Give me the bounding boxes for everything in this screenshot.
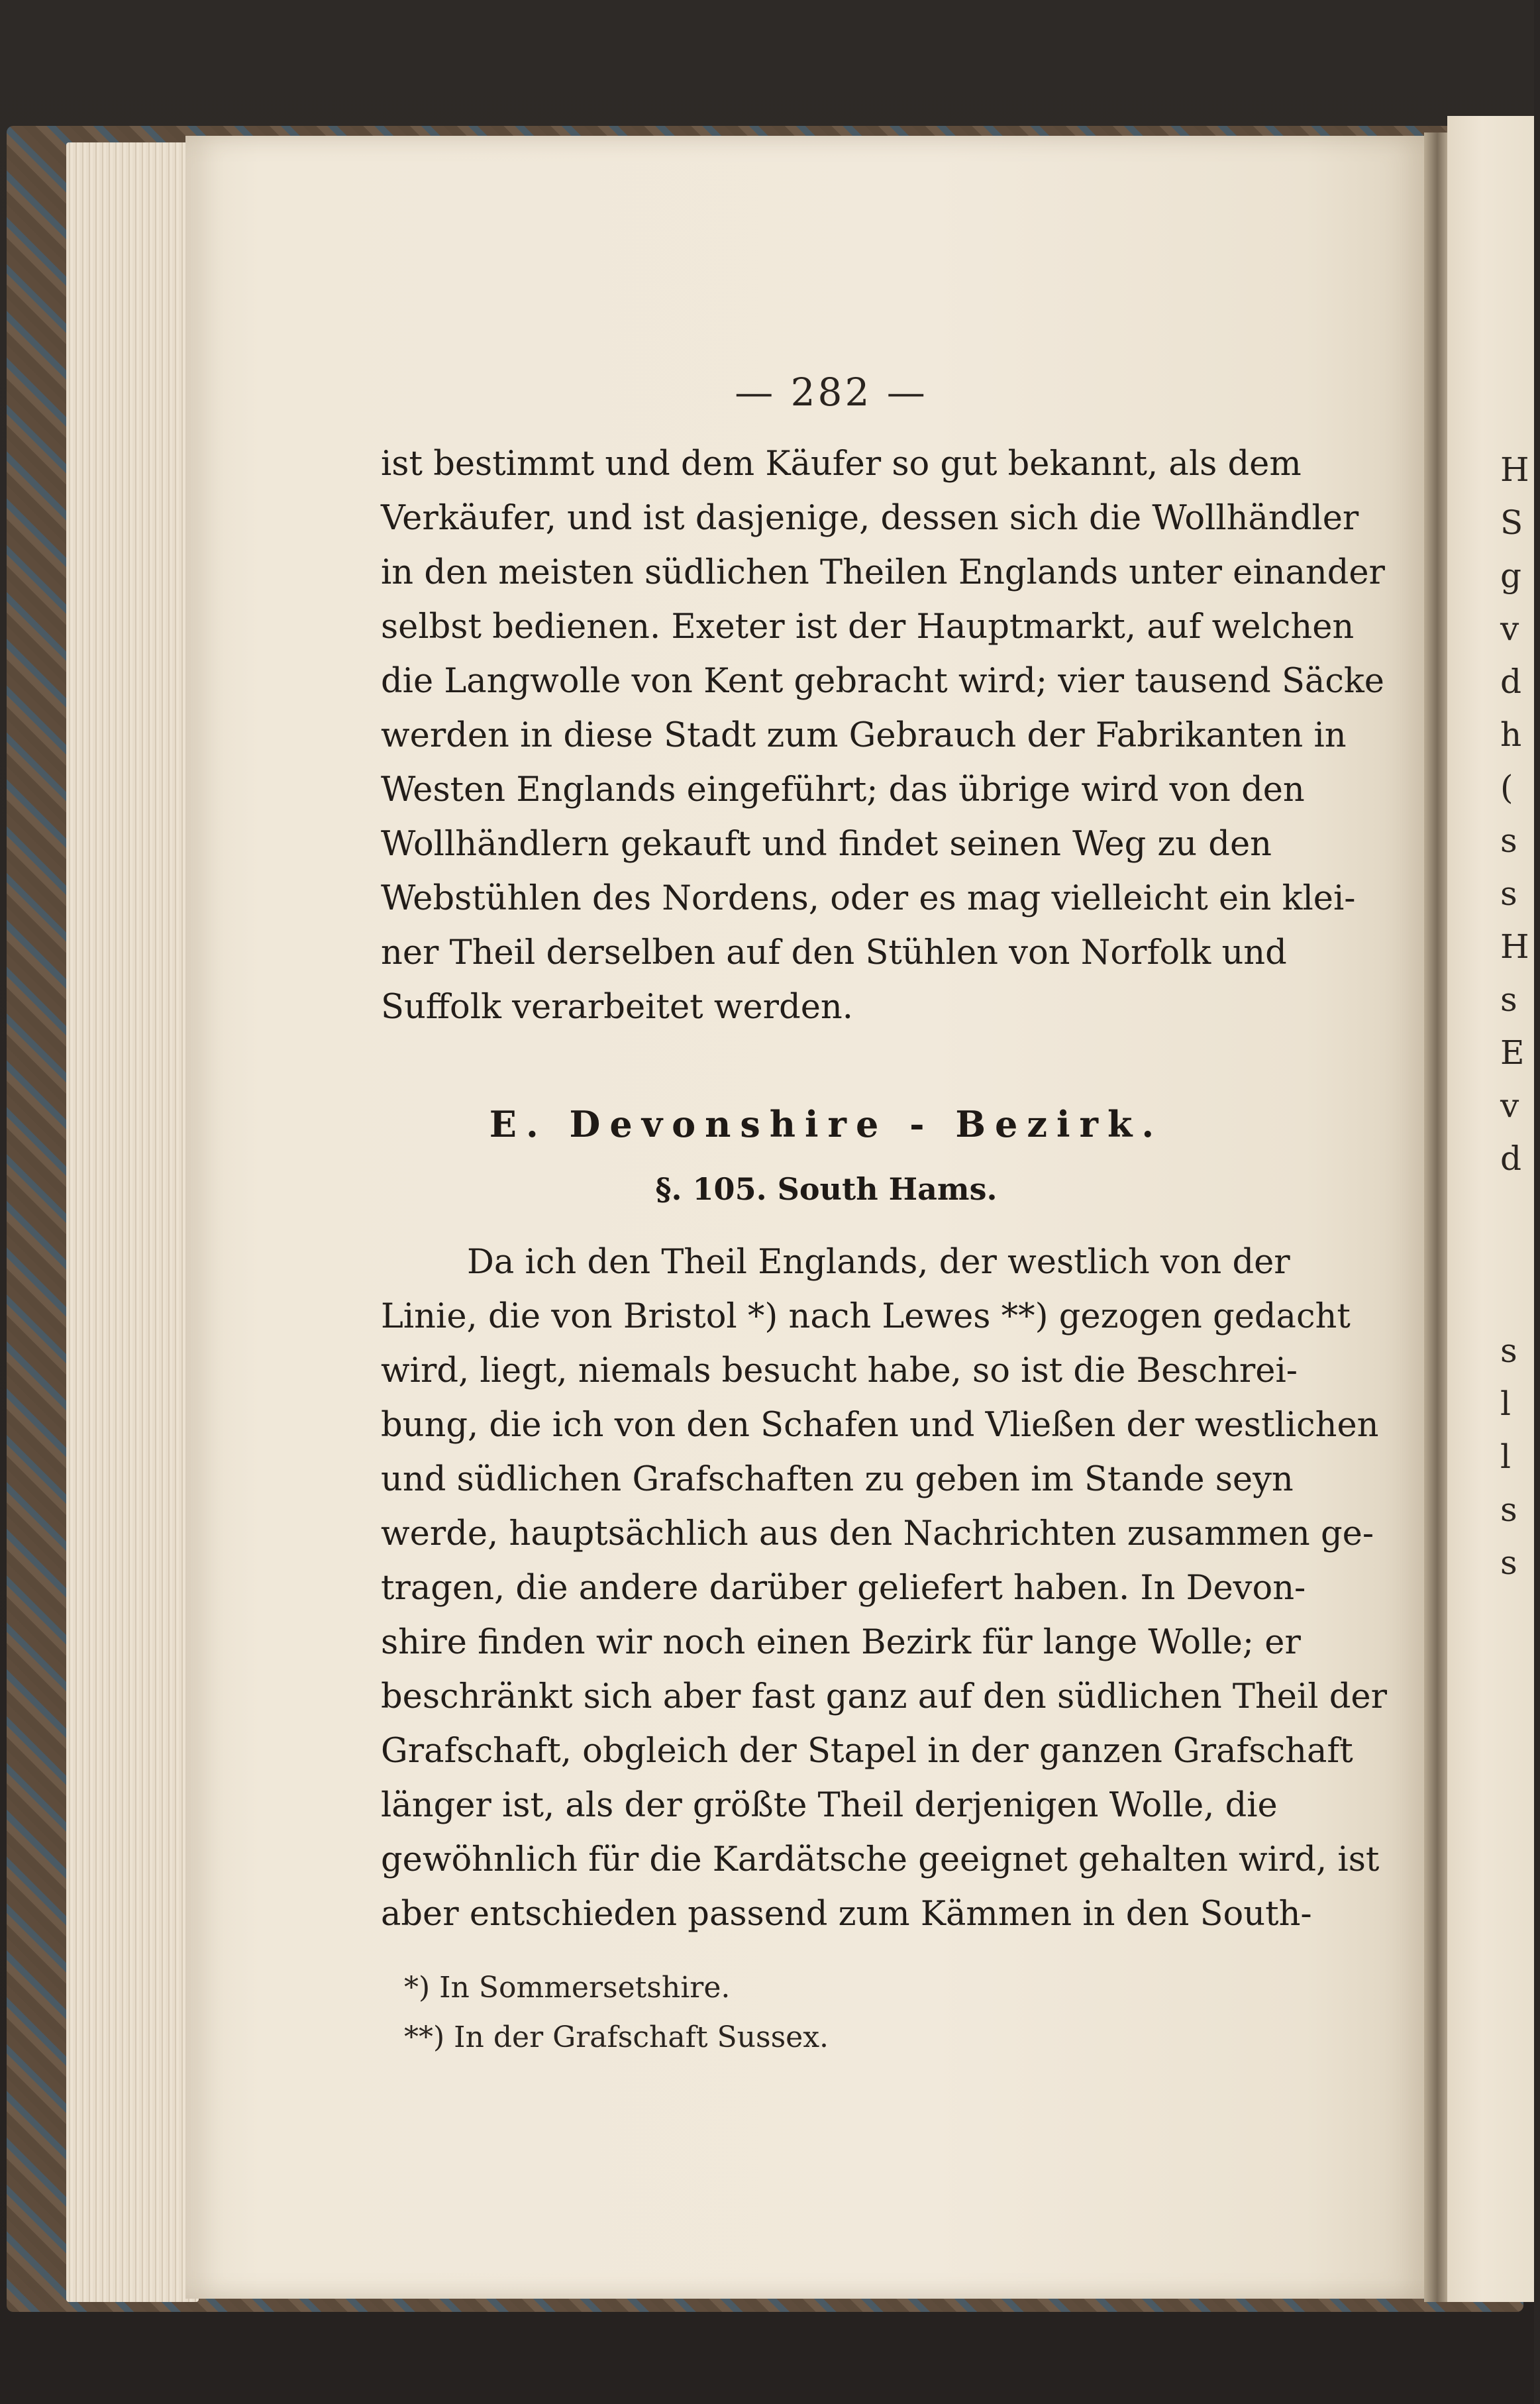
book-gutter <box>1424 132 1451 2302</box>
text-line: in den meisten südlichen Theilen Englands unter einander <box>381 553 1385 592</box>
text-line: werden in diese Stadt zum Gebrauch der Fabrikanten in <box>381 716 1347 755</box>
text-line: gewöhnlich für die Kardätsche geeignet gehalten wird, ist <box>381 1840 1380 1879</box>
facing-page-fragment: g <box>1500 556 1522 595</box>
subsection-heading: §. 105. South Hams. <box>655 1171 998 1207</box>
facing-page-fragment: d <box>1500 1139 1522 1178</box>
page-edges <box>66 142 199 2302</box>
text-line: Verkäufer, und ist dasjenige, dessen sich die Wollhändler <box>381 499 1359 538</box>
text-line: bung, die ich von den Schafen und Vließen der westlichen <box>381 1406 1379 1445</box>
text-line: tragen, die andere darüber geliefert haben. In Devon- <box>381 1569 1306 1608</box>
facing-page-fragment: s <box>1500 1543 1517 1582</box>
text-line: aber entschieden passend zum Kämmen in den South- <box>381 1895 1312 1934</box>
text-line: die Langwolle von Kent gebracht wird; vier tausend Säcke <box>381 662 1384 701</box>
text-line: Da ich den Theil Englands, der westlich von der <box>467 1243 1290 1282</box>
text-line: wird, liegt, niemals besucht habe, so ist die Beschrei- <box>381 1351 1298 1390</box>
text-line: ist bestimmt und dem Käufer so gut bekannt, als dem <box>381 444 1302 484</box>
facing-page-fragment: l <box>1500 1385 1511 1423</box>
text-line: länger ist, als der größte Theil derjenigen Wolle, die <box>381 1786 1278 1825</box>
facing-page <box>1447 116 1534 2302</box>
facing-page-fragment: v <box>1500 609 1519 648</box>
facing-page-fragment: s <box>1500 1490 1517 1529</box>
facing-page-fragment: H <box>1500 927 1529 966</box>
text-line: Westen Englands eingeführt; das übrige wird von den <box>381 770 1305 810</box>
text-line: Wollhändlern gekauft und findet seinen Weg zu den <box>381 825 1272 864</box>
facing-page-fragment: d <box>1500 662 1522 701</box>
facing-page-fragment: ( <box>1500 768 1514 807</box>
text-line: Webstühlen des Nordens, oder es mag vielleicht ein klei- <box>381 879 1356 918</box>
text-line: Linie, die von Bristol *) nach Lewes **) gezogen gedacht <box>381 1297 1351 1336</box>
facing-page-fragment: h <box>1500 715 1522 754</box>
footnote: **) In der Grafschaft Sussex. <box>404 2020 829 2054</box>
facing-page-fragment: E <box>1500 1033 1525 1072</box>
text-line: Suffolk verarbeitet werden. <box>381 988 853 1027</box>
footnote: *) In Sommersetshire. <box>404 1971 731 2005</box>
text-line: ner Theil derselben auf den Stühlen von Norfolk und <box>381 933 1287 972</box>
facing-page-fragment: l <box>1500 1437 1511 1476</box>
text-line: beschränkt sich aber fast ganz auf den südlichen Theil der <box>381 1677 1387 1716</box>
facing-page-fragment: s <box>1500 980 1517 1019</box>
page-number: — 282 — <box>735 370 928 415</box>
text-line: shire finden wir noch einen Bezirk für lange Wolle; er <box>381 1623 1301 1662</box>
facing-page-fragment: H <box>1500 450 1529 489</box>
text-line: Grafschaft, obgleich der Stapel in der ganzen Grafschaft <box>381 1732 1353 1771</box>
text-line: werde, hauptsächlich aus den Nachrichten zusammen ge- <box>381 1514 1374 1553</box>
text-line: und südlichen Grafschaften zu geben im Stande seyn <box>381 1460 1294 1499</box>
facing-page-fragment: s <box>1500 821 1517 860</box>
text-line: selbst bedienen. Exeter ist der Hauptmarkt, auf welchen <box>381 607 1355 647</box>
facing-page-fragment: S <box>1500 503 1523 542</box>
facing-page-fragment: s <box>1500 1332 1517 1370</box>
section-heading: E. Devonshire - Bezirk. <box>489 1103 1164 1145</box>
facing-page-fragment: v <box>1500 1086 1519 1125</box>
facing-page-fragment: s <box>1500 874 1517 913</box>
